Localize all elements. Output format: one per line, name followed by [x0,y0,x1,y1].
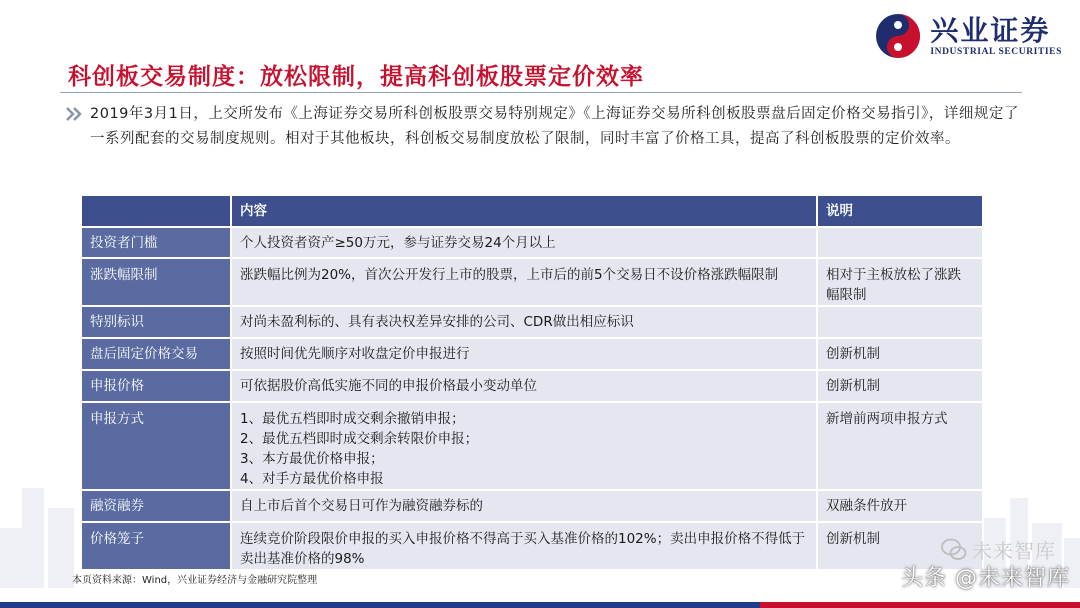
source-note: 本页资料来源：Wind，兴业证券经济与金融研究院整理 [72,575,318,586]
row-note: 相对于主板放松了涨跌幅限制 [817,258,983,306]
table-row [81,306,983,338]
row-item: 价格笼子 [81,522,231,570]
table-row [81,258,983,306]
table-row [81,370,983,402]
watermark-top [940,535,1056,564]
title-divider [60,92,1022,93]
footer-bar-blue [0,602,760,608]
row-item: 申报价格 [81,370,231,402]
row-content: 个人投资者资产≥50万元，参与证券交易24个月以上 [231,227,817,258]
row-note: 创新机制 [817,370,983,402]
intro-text: 2019年3月1日，上交所发布《上海证券交易所科创板股票交易特别规定》《上海证券交易所科创板股票盘后固定价格交易指引》，详细规定了一系列配套的交易制度规则。相对于其他板块，科创板交易制度放松了限制，同时丰富了价格工具，提高了科创板股票的定价效率。 [90,106,1019,147]
brand-name-cn: 兴业证券 [930,14,1051,47]
list-item: 2、最优五档即时成交剩余转限价申报； [240,431,479,447]
watermark-bottom-text: 头条 @未来智库 [901,566,1070,591]
row-content: 连续竞价阶段限价申报的买入申报价格不得高于买入基准价格的102%；卖出申报价格不得低于卖出基准价格的98% [231,522,817,570]
table-header-row [81,195,983,227]
row-note: 新增前两项申报方式 [817,402,983,490]
row-note: 创新机制 [817,338,983,370]
row-content: 对尚未盈利标的、具有表决权差异安排的公司、CDR做出相应标识 [231,306,817,338]
row-note: 创新机制 [817,522,983,570]
header-content: 内容 [231,195,817,227]
header-item [81,195,231,227]
footer-bar-red [760,602,1080,608]
watermark-top-text: 未来智库 [972,539,1056,563]
table-row [81,522,983,570]
row-content: 按照时间优先顺序对收盘定价申报进行 [231,338,817,370]
row-item: 融资融券 [81,490,231,522]
intro-block [62,102,1022,152]
brand-logo [874,12,1062,60]
row-item: 特别标识 [81,306,231,338]
row-note [817,306,983,338]
row-item: 投资者门槛 [81,227,231,258]
slide-title: 科创板交易制度：放松限制，提高科创板股票定价效率 [68,64,644,90]
header-note: 说明 [817,195,983,227]
row-item: 申报方式 [81,402,231,490]
taiji-swirl-icon [874,12,922,60]
row-note [817,227,983,258]
row-note: 双融条件放开 [817,490,983,522]
list-item: 3、本方最优价格申报； [240,451,384,467]
row-item: 盘后固定价格交易 [81,338,231,370]
brand-name-en: INDUSTRIAL SECURITIES [930,47,1062,57]
table-row [81,338,983,370]
trading-rules-table [80,194,984,571]
row-content: 可依据股价高低实施不同的申报价格最小变动单位 [231,370,817,402]
table-row [81,402,983,490]
row-content: 涨跌幅比例为20%，首次公开发行上市的股票，上市后的前5个交易日不设价格涨跌幅限制 [231,258,817,306]
list-item: 4、对手方最优价格申报 [240,471,384,487]
table-row [81,490,983,522]
table-row [81,227,983,258]
row-item: 涨跌幅限制 [81,258,231,306]
row-content-list [231,402,817,490]
wechat-icon [940,536,968,564]
watermark-bottom [901,561,1070,592]
row-content: 自上市后首个交易日可作为融资融券标的 [231,490,817,522]
double-chevron-bullet-icon [66,107,84,121]
list-item: 1、最优五档即时成交剩余撤销申报； [240,411,465,427]
